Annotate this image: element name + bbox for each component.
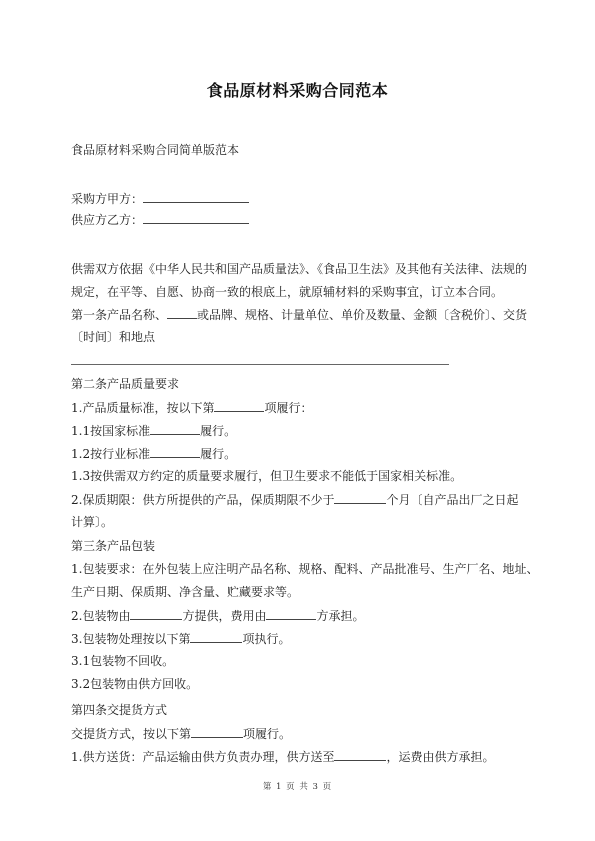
packaging-handling-prefix: 3.包装物处理按以下第	[71, 632, 191, 646]
article-4-intro	[71, 726, 531, 741]
supplier-delivery-prefix: 1.供方送货：产品运输由供方负责办理，供方送至	[71, 750, 335, 764]
industry-standard-blank[interactable]	[150, 446, 200, 458]
article-2-item-1-2	[71, 446, 531, 461]
article-1-suffix: 或品牌、规格、计量单位、单价及数量、金额〔含税价〕、交货	[197, 308, 528, 322]
article-2-item-1-1	[71, 423, 531, 438]
article-4-item-1	[71, 749, 531, 764]
article-2-item-1-3: 1.3按供需双方约定的质量要求履行，但卫生要求不能低于国家相关标准。	[71, 469, 463, 483]
article-3-item-3-1: 3.1包装物不回收。	[71, 654, 175, 668]
supplier-blank[interactable]	[143, 212, 249, 224]
shelf-life-months-blank[interactable]	[334, 492, 386, 504]
packaging-handling-blank[interactable]	[190, 631, 242, 643]
shelf-life-prefix: 2.保质期限：供方所提供的产品，保质期限不少于	[71, 493, 335, 507]
packaging-cost-suffix: 方承担。	[316, 609, 365, 623]
industry-standard-suffix: 履行。	[200, 447, 237, 461]
article-1-prefix: 第一条产品名称、	[71, 308, 168, 322]
buyer-line	[71, 191, 531, 206]
article-3-heading: 第三条产品包装	[71, 539, 156, 553]
document-title: 食品原材料采购合同范本	[206, 81, 389, 100]
delivery-method-prefix: 交提货方式，按以下第	[71, 727, 192, 741]
delivery-destination-blank[interactable]	[334, 749, 386, 761]
article-3-item-1-line-2: 生产日期、保质期、净含量、贮藏要求等。	[71, 585, 300, 599]
quality-standard-item-blank[interactable]	[214, 400, 264, 412]
article-3-item-3-2: 3.2包装物由供方回收。	[71, 677, 199, 691]
article-3-item-2	[71, 608, 531, 623]
article-1-line-1	[71, 307, 531, 322]
page-footer: 第 1 页 共 3 页	[262, 782, 333, 792]
packaging-cost-blank[interactable]	[266, 608, 316, 620]
article-1-fill-line[interactable]	[71, 364, 449, 365]
industry-standard-prefix: 1.2按行业标准	[71, 447, 151, 461]
article-2-item-1-suffix: 项履行：	[264, 401, 313, 415]
national-standard-suffix: 履行。	[200, 424, 237, 438]
buyer-label: 采购方甲方：	[71, 192, 144, 206]
supplier-delivery-suffix: ，运费由供方承担。	[386, 750, 495, 764]
shelf-life-suffix: 个月〔自产品出厂之日起	[386, 493, 519, 507]
packaging-provider-prefix: 2.包装物由	[71, 609, 131, 623]
delivery-method-blank[interactable]	[191, 726, 243, 738]
article-3-item-3	[71, 631, 531, 646]
document-subtitle: 食品原材料采购合同简单版范本	[71, 143, 240, 157]
article-2-item-1	[71, 400, 531, 415]
article-2-item-2-line-2: 计算〕。	[71, 515, 114, 529]
national-standard-prefix: 1.1按国家标准	[71, 424, 151, 438]
national-standard-blank[interactable]	[150, 423, 200, 435]
packaging-provider-blank[interactable]	[130, 608, 182, 620]
supplier-line	[71, 212, 531, 227]
article-3-item-1-line-1: 1.包装要求：在外包装上应注明产品名称、规格、配料、产品批准号、生产厂名、地址、	[71, 562, 539, 576]
supplier-label: 供应方乙方：	[71, 213, 144, 227]
packaging-cost-text: 方提供，费用由	[182, 609, 267, 623]
article-2-item-1-prefix: 1.产品质量标准，按以下第	[71, 401, 215, 415]
article-2-item-2	[71, 492, 531, 507]
product-name-blank[interactable]	[167, 307, 197, 319]
buyer-blank[interactable]	[143, 191, 249, 203]
intro-line-2: 规定，在平等、自愿、协商一致的根底上，就原辅材料的采购事宜，订立本合同。	[71, 285, 504, 299]
delivery-method-suffix: 项履行。	[243, 727, 292, 741]
article-4-heading: 第四条交提货方式	[71, 703, 168, 717]
article-1-line-2: 〔时间〕和地点	[71, 330, 156, 344]
packaging-handling-suffix: 项执行。	[242, 632, 291, 646]
article-2-heading: 第二条产品质量要求	[71, 377, 180, 391]
intro-line-1: 供需双方依据《中华人民共和国产品质量法》、《食品卫生法》及其他有关法律、法规的	[71, 262, 528, 276]
